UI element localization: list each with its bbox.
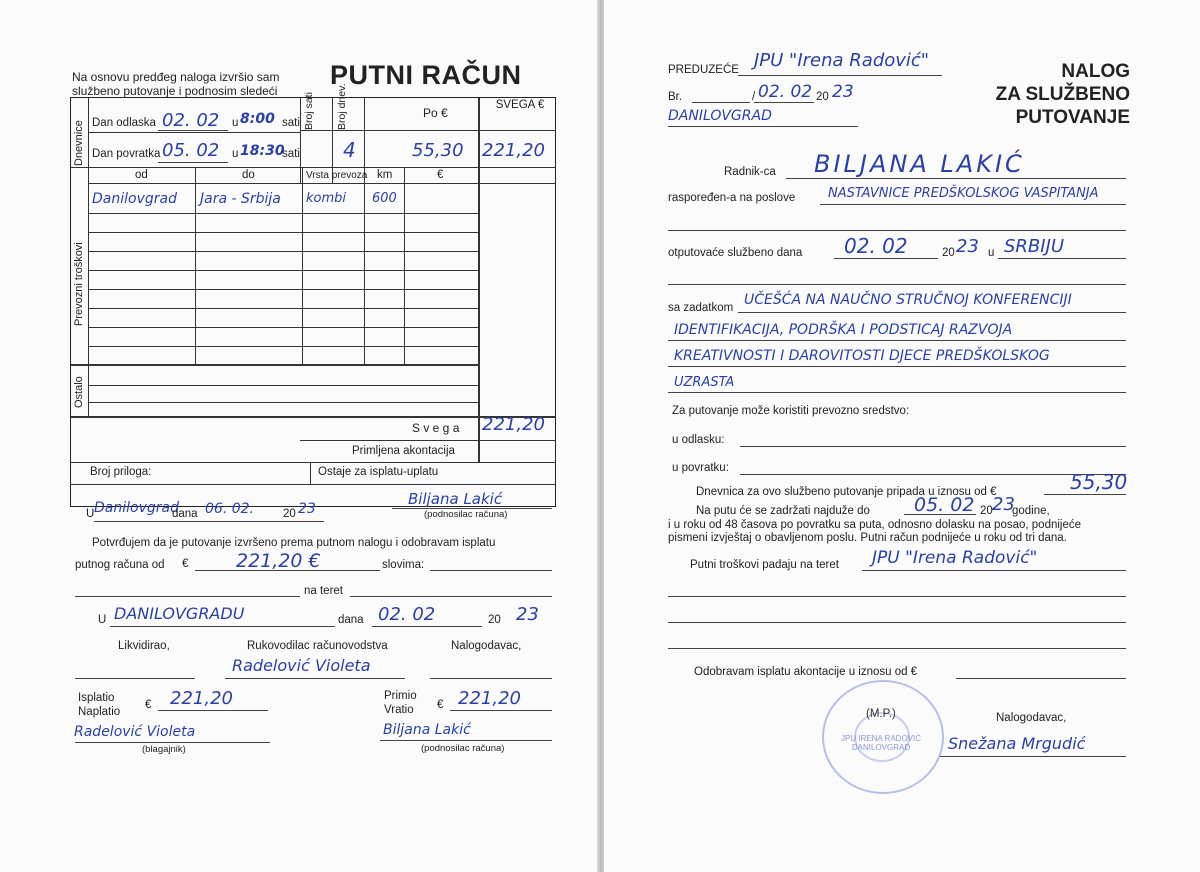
u2-label: U: [98, 614, 107, 626]
nalogodavac-label: Nalogodavac,: [996, 712, 1067, 724]
rukovodilac-signature: Radelović Violeta: [232, 656, 371, 675]
year-value: 23: [298, 501, 316, 517]
na-putu-date: 05. 02: [914, 494, 975, 516]
primio-label: Primio: [384, 690, 417, 702]
dan-povratka-time: 18:30: [240, 143, 285, 159]
dan-odlaska-date: 02. 02: [162, 110, 220, 131]
date-value: 06. 02.: [205, 501, 254, 517]
mp-label: (M.P.): [866, 708, 896, 720]
nalog-title-line-1: NALOG: [1061, 61, 1130, 82]
row1-do: Jara - Srbija: [200, 191, 281, 207]
prevozni-troskovi-label: Prevozni troškovi: [73, 242, 85, 326]
blagajnik-caption: (blagajnik): [142, 744, 186, 755]
zadatak-line-3: KREATIVNOSTI I DAROVITOSTI DJECE PREDŠKOLSKOG: [674, 348, 1050, 364]
otputovace-place: SRBIJU: [1004, 236, 1065, 257]
podnosilac-caption: (podnosilac računa): [424, 509, 508, 520]
euro-sign: €: [182, 558, 189, 570]
rasporedjen-label: raspoređen-a na poslove: [668, 192, 796, 204]
euro-sign-3: €: [437, 699, 444, 711]
na-putu-year-prefix: 20: [980, 505, 993, 517]
primio-amount: 221,20: [458, 688, 521, 709]
primljena-akontacija-label: Primljena akontacija: [352, 445, 455, 457]
amount-value: 221,20 €: [236, 550, 321, 572]
dan-povratka-date: 05. 02: [162, 140, 220, 161]
slovima-label: slovima:: [382, 559, 425, 571]
row1-km: 600: [372, 191, 397, 206]
br-year: 23: [832, 82, 854, 102]
ostaje-za-isplatu-label: Ostaje za isplatu-uplatu: [318, 466, 439, 478]
year2-value: 23: [516, 604, 539, 625]
dnevnica-value: 55,30: [1070, 470, 1128, 494]
signature-podnosilac: Biljana Lakić: [408, 490, 503, 508]
svega-label: S v e g a: [412, 421, 460, 435]
na-putu-label: Na putu će se zadržati najduže do: [696, 505, 870, 517]
likvidirao-label: Likvidirao,: [118, 640, 170, 652]
naplatio-label: Naplatio: [78, 706, 121, 718]
radnik-label: Radnik-ca: [724, 166, 776, 178]
year-prefix: 20: [283, 508, 296, 520]
rok-text-2: pismeni izvještaj o obavljenom poslu. Putni račun podnijeće u roku od tri dana.: [668, 532, 1067, 544]
col-broj-dnev: Broj dnev.: [336, 83, 348, 130]
zadatak-line-1: UČEŠĆA NA NAUČNO STRUČNOJ KONFERENCIJI: [744, 292, 1072, 308]
svega-value: 221,20: [482, 140, 545, 161]
dan-odlaska-time: 8:00: [240, 111, 275, 127]
otputovace-u: u: [988, 247, 995, 259]
nalog-title: [948, 60, 1130, 129]
otputovace-year-prefix: 20: [942, 247, 955, 259]
vratio-label: Vratio: [384, 704, 414, 716]
city-value: DANILOVGRAD: [668, 108, 772, 124]
br-label: Br.: [668, 91, 683, 103]
odobravam-label: Odobravam isplatu akontacije u iznosu od €: [694, 666, 918, 678]
col-broj-sati: Broj sati: [303, 92, 315, 130]
broj-priloga-label: Broj priloga:: [90, 466, 152, 478]
place-value: Danilovgrad: [94, 500, 179, 516]
zadatak-line-4: UZRASTA: [674, 375, 735, 390]
euro-sign-2: €: [145, 699, 152, 711]
putni-racun-title: PUTNI RAČUN: [330, 60, 522, 90]
row1-vrsta: kombi: [306, 191, 347, 206]
radnik-value: BILJANA LAKIĆ: [814, 150, 1025, 178]
troskovi-label: Putni troškovi padaju na teret: [690, 559, 839, 571]
u-label: u: [232, 148, 239, 160]
col-svega: SVEGA €: [495, 99, 545, 111]
dnevnice-label: Dnevnice: [73, 120, 85, 166]
intro-line-2: službeno putovanje i podnosim sledeći: [72, 84, 278, 98]
rok-text-1: i u roku od 48 časova po povratku sa puta, odnosno dolasku na posao, podnijeće: [668, 519, 1082, 531]
nalogodavac-label-left: Nalogodavac,: [451, 640, 522, 652]
na-teret-label: na teret: [304, 585, 343, 597]
otputovace-label: otputovaće službeno dana: [668, 247, 803, 259]
sati-label: sati: [282, 148, 300, 160]
stamp-text: JPU IRENA RADOVIĆ DANILOVGRAD: [840, 734, 921, 752]
nalog-title-line-2: ZA SLUŽBENO: [995, 84, 1130, 105]
dan-odlaska-label: Dan odlaska: [92, 117, 156, 129]
br-date: 02. 02: [758, 82, 813, 102]
rasporedjen-value: NASTAVNICE PREDŠKOLSKOG VASPITANJA: [828, 186, 1099, 201]
putnog-racuna-od-label: putnog računa od: [75, 559, 165, 571]
prevozno-label: Za putovanje može koristiti prevozno sredstvo:: [672, 405, 910, 417]
potvrdjujem-text: Potvrđujem da je putovanje izvršeno prema putnom nalogu i odobravam isplatu: [92, 537, 496, 549]
header-do: do: [242, 169, 255, 181]
na-putu-year: 23: [992, 494, 1015, 515]
ostalo-label: Ostalo: [73, 376, 85, 408]
svega-total: 221,20: [482, 414, 545, 435]
nalog-page: [604, 0, 1200, 872]
zadatkom-label: sa zadatkom: [668, 302, 734, 314]
intro-line-1: Na osnovu predđeg naloga izvršio sam: [72, 70, 280, 84]
dnevnica-label: Dnevnica za ovo službeno putovanje pripada u iznosu od €: [696, 486, 997, 498]
nalog-title-line-3: PUTOVANJE: [1015, 107, 1130, 128]
br-year-prefix: 20: [816, 91, 829, 103]
troskovi-value: JPU "Irena Radović": [872, 548, 1038, 568]
podnosilac2-caption: (podnosilac računa): [421, 743, 505, 754]
po-value: 55,30: [412, 140, 464, 161]
otputovace-year: 23: [956, 236, 979, 257]
u-povratku-label: u povratku:: [672, 462, 729, 474]
nalogodavac-signature: Snežana Mrgudić: [948, 734, 1086, 753]
broj-dnev-value: 4: [343, 138, 356, 162]
header-km: km: [377, 169, 393, 181]
primio-signature: Biljana Lakić: [383, 722, 471, 738]
dan-povratka-label: Dan povratka: [92, 148, 161, 160]
header-eur: €: [437, 169, 444, 181]
dana-label: dana: [172, 508, 198, 520]
sati-label: sati: [282, 117, 300, 129]
preduzece-label: PREDUZEĆE: [668, 64, 739, 76]
godine-label: godine,: [1012, 505, 1050, 517]
header-od: od: [135, 169, 148, 181]
date2-value: 02. 02: [378, 604, 436, 625]
u-odlasku-label: u odlasku:: [672, 434, 725, 446]
header-vrsta-prevoza: Vrsta prevoza: [306, 170, 368, 181]
otputovace-date: 02. 02: [844, 234, 908, 258]
place-u-label: U: [86, 508, 95, 520]
col-po: Po €: [423, 106, 448, 120]
blagajnik-signature: Radelović Violeta: [74, 724, 196, 740]
rukovodilac-label: Rukovodilac računovodstva: [247, 640, 388, 652]
row1-od: Danilovgrad: [92, 191, 177, 207]
br-separator: /: [752, 91, 756, 103]
preduzece-value: JPU "Irena Radović": [754, 50, 930, 71]
year2-prefix: 20: [488, 614, 501, 626]
dana2-label: dana: [338, 614, 364, 626]
u-label: u: [232, 117, 239, 129]
place2-value: DANILOVGRADU: [114, 604, 245, 623]
isplatio-label: Isplatio: [78, 692, 115, 704]
zadatak-line-2: IDENTIFIKACIJA, PODRŠKA I PODSTICAJ RAZVOJA: [674, 322, 1013, 338]
isplatio-amount: 221,20: [170, 688, 233, 709]
